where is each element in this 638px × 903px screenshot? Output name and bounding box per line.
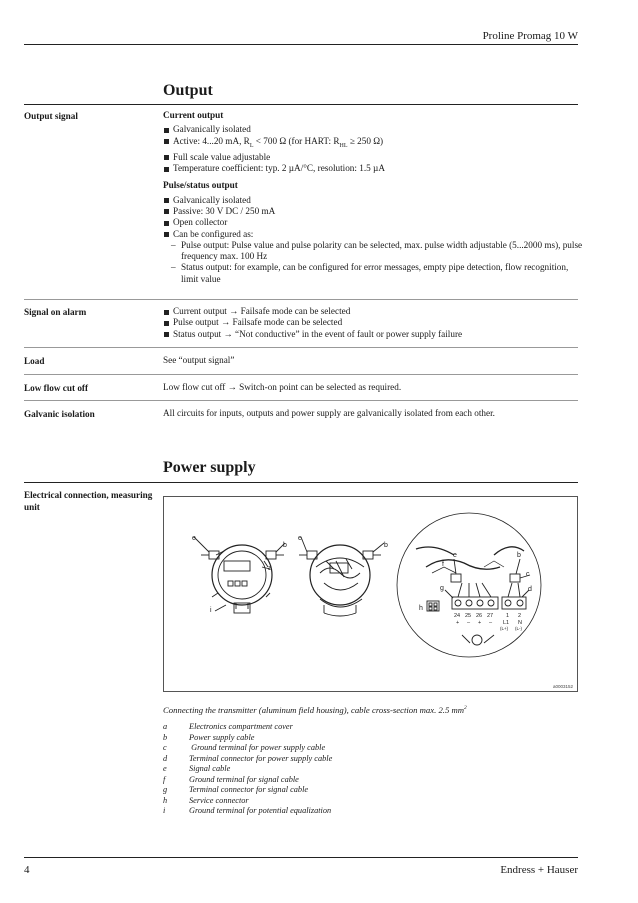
current-output-list — [163, 124, 583, 174]
section-title-output: Output — [163, 82, 213, 99]
row-rule — [24, 374, 578, 375]
legend-item: e Signal cable — [163, 764, 231, 773]
wiring-figure — [163, 496, 578, 692]
list-item: Open collector — [163, 217, 583, 228]
diagram-letter: c — [526, 571, 530, 578]
terminal-n-alt: (L-) — [515, 626, 522, 631]
legend-item: c Ground terminal for power supply cable — [163, 743, 326, 752]
diagram-letter: b — [384, 542, 388, 549]
legend-item: f Ground terminal for signal cable — [163, 774, 299, 784]
legend-item: d Terminal connector for power supply cable — [163, 753, 333, 763]
polarity-mark: + — [478, 620, 482, 626]
label-galvanic-isolation: Galvanic isolation — [24, 409, 95, 419]
row-rule — [24, 347, 578, 348]
label-electrical-connection: Electrical connection, measuring unit — [24, 490, 153, 512]
section-rule — [24, 482, 578, 483]
load-value: See “output signal” — [163, 355, 235, 365]
terminal-number: 1 — [506, 613, 510, 619]
diagram-letter: f — [442, 561, 444, 568]
diagram-letter: h — [419, 605, 423, 612]
list-item: Active: 4...20 mA, $R_L < 700$ Ω (for HART: $R_{HL} \ge 250$ Ω) — [163, 136, 583, 152]
current-output-title: Current output — [163, 110, 224, 120]
section-title-power: Power supply — [163, 459, 256, 476]
terminal-number: 24 — [454, 613, 461, 619]
label-load: Load — [24, 356, 45, 366]
galvanic-isolation-value: All circuits for inputs, outputs and power supply are galvanically isolated from each other. — [163, 408, 495, 418]
diagram-letter: d — [528, 586, 532, 593]
terminal-l1: L1 — [503, 620, 510, 626]
list-item: Pulse output → Failsafe mode can be selected — [163, 317, 583, 328]
legend-item: h Service connector — [163, 795, 249, 805]
list-item: Galvanically isolated — [163, 124, 583, 135]
output-signal-content — [163, 110, 583, 285]
list-item: – Status output: for example, can be configured for error messages, empty pipe detection, flow recognition, limit value — [163, 262, 583, 285]
polarity-mark: – — [489, 620, 493, 626]
list-item: – Pulse output: Pulse value and pulse polarity can be selected, max. pulse width adjustable (5...2000 ms), pulse frequency max. 100 Hz — [163, 240, 583, 263]
header-product: Proline Promag 10 W — [482, 30, 578, 42]
diagram-letter: e — [453, 552, 457, 559]
figure-legend — [163, 722, 332, 817]
list-item: Galvanically isolated — [163, 195, 583, 206]
diagram-letter: a — [268, 565, 272, 572]
terminal-number: 26 — [476, 613, 483, 619]
section-rule — [24, 104, 578, 105]
row-rule — [24, 400, 578, 401]
label-output-signal: Output signal — [24, 111, 78, 121]
terminal-number: 2 — [518, 613, 522, 619]
diagram-letter: i — [210, 607, 212, 614]
diagram-letter: g — [440, 585, 444, 592]
pulse-output-title: Pulse/status output — [163, 180, 238, 191]
list-item: Can be configured as: — [163, 229, 583, 240]
footer-rule — [24, 857, 578, 858]
terminal-number: 27 — [487, 613, 494, 619]
terminal-number: 25 — [465, 613, 472, 619]
polarity-mark: – — [467, 620, 471, 626]
polarity-mark: + — [456, 620, 460, 626]
list-item: Status output → “Not conductive” in the event of fault or power supply failure — [163, 329, 583, 340]
legend-item: g Terminal connector for signal cable — [163, 785, 309, 794]
legend-item: b Power supply cable — [163, 732, 255, 742]
label-low-flow: Low flow cut off — [24, 383, 89, 393]
list-item: Full scale value adjustable — [163, 152, 583, 163]
terminal-l1-alt: (L+) — [500, 626, 509, 631]
page-number: 4 — [24, 864, 30, 876]
figure-id: a0003152 — [552, 684, 573, 689]
low-flow-value: Low flow cut off → Switch-on point can be selected as required. — [163, 382, 402, 392]
diagram-letter: b — [283, 542, 287, 549]
label-signal-on-alarm: Signal on alarm — [24, 307, 87, 317]
wiring-diagram — [164, 497, 577, 691]
list-item: Current output → Failsafe mode can be selected — [163, 306, 583, 317]
header-rule — [24, 44, 578, 45]
pulse-config-list — [163, 240, 583, 285]
diagram-letter: e — [298, 535, 302, 542]
terminal-n: N — [518, 620, 522, 626]
diagram-letter: e — [192, 535, 196, 542]
diagram-letter: b — [517, 552, 521, 559]
signal-on-alarm-content — [163, 306, 583, 340]
row-rule — [24, 299, 578, 300]
legend-item: i Ground terminal for potential equalization — [163, 806, 332, 815]
legend-item: a Electronics compartment cover — [163, 722, 293, 731]
list-item: Temperature coefficient: typ. 2 µA/°C, resolution: 1.5 µA — [163, 163, 583, 174]
list-item: Passive: 30 V DC / 250 mA — [163, 206, 583, 217]
pulse-output-list — [163, 195, 583, 240]
footer-brand: Endress + Hauser — [500, 864, 578, 876]
figure-caption: Connecting the transmitter (aluminum field housing), cable cross-section max. 2.5 $mm^2$ — [163, 705, 467, 715]
